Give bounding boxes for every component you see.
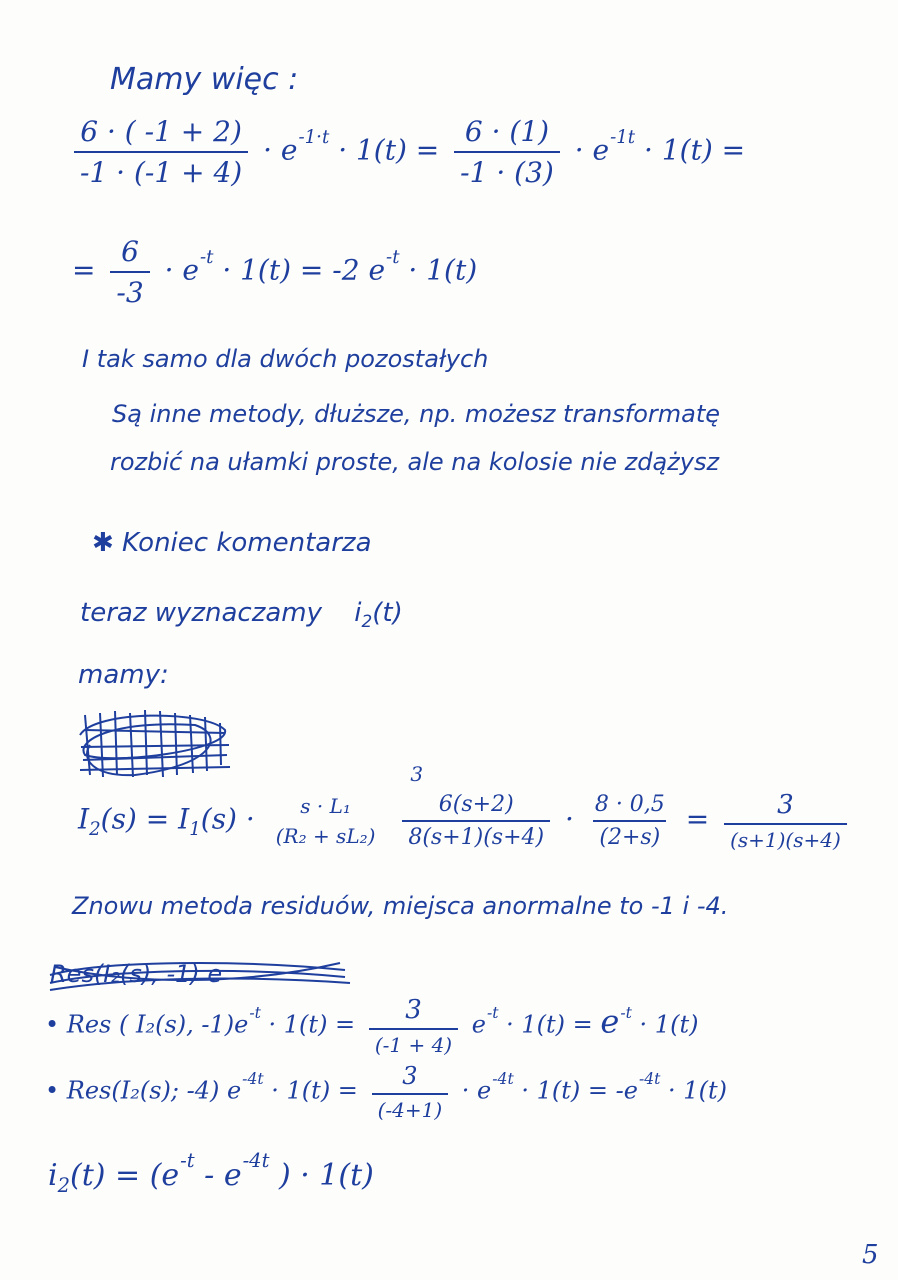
fraction-sl: [270, 794, 382, 848]
comment-end: ✱ Koniec komentarza: [92, 528, 372, 558]
fraction-1: [74, 115, 248, 189]
residue-1-exponent: -t: [249, 1004, 261, 1023]
i2-symbol: I: [78, 802, 90, 836]
residue-2-step: · 1(t) =: [271, 1076, 358, 1105]
fraction-cancel-1: [402, 762, 550, 850]
residue-1-step: · 1(t) =: [268, 1010, 356, 1039]
now-determine-line: [80, 598, 403, 631]
heading-mamy-wiec: Mamy więc :: [110, 62, 299, 97]
residue-line-1: [45, 995, 698, 1057]
residue-1-exponent-2: -t: [486, 1004, 499, 1023]
current-i-argument: (t): [372, 598, 403, 628]
exp-factor-3: · e: [164, 253, 199, 287]
fraction-1-numerator: 6 · ( -1 + 2): [80, 115, 242, 148]
fraction-sl-numerator: s · L₁: [300, 794, 351, 818]
fraction-result: [724, 790, 847, 852]
exp-factor-2: · e: [574, 133, 610, 167]
note-line-3: rozbić na ułamki proste, ale na kolosie nie zdążysz: [110, 448, 720, 476]
fraction-1-denominator: -1 · (-1 + 4): [74, 151, 248, 189]
final-i-symbol: i: [48, 1158, 58, 1193]
scribble-strike: [45, 955, 355, 995]
scribbled-out-residue-text: Res(I₂(s), -1) e: [50, 960, 223, 988]
now-determine-text: teraz wyznaczamy: [80, 598, 323, 628]
i2-subscript: 2: [89, 818, 101, 840]
residue-2-left: • Res(I₂(s); -4) e: [45, 1076, 242, 1105]
residue-1-result-e: e: [600, 1002, 620, 1041]
residue-line-2: [45, 1062, 727, 1122]
fraction-cancel-1-denominator: 8(s+1)(s+4): [402, 820, 550, 850]
exponent: -1·t: [298, 127, 330, 149]
residue-2-fraction: [372, 1062, 449, 1122]
final-step: ) · 1(t): [278, 1158, 374, 1193]
equals: =: [72, 253, 96, 287]
fraction-2-denominator: -1 · (3): [454, 151, 560, 189]
note-line-2: Są inne metody, dłuższe, np. możesz transformatę: [112, 400, 721, 428]
equation-line-1: [68, 115, 745, 189]
scribbled-out-note: [75, 705, 235, 785]
fraction-2: [454, 115, 560, 189]
residue-1-e: e: [471, 1010, 486, 1039]
final-i-subscript: 2: [57, 1173, 71, 1197]
residue-2-exponent-3: -4t: [638, 1070, 661, 1089]
fraction-result-denominator: (s+1)(s+4): [724, 823, 847, 852]
residue-2-e: · e: [461, 1076, 492, 1105]
page-number: 5: [862, 1240, 879, 1270]
fraction-2-numerator: 6 · (1): [464, 115, 550, 148]
step-factor: · 1(t) =: [338, 133, 440, 167]
fraction-sl-denominator: (R₂ + sL₂): [275, 824, 376, 848]
residue-1-exponent-3: -t: [620, 1004, 632, 1023]
step-factor-2: · 1(t) =: [644, 133, 746, 167]
cancelled-result: 3: [410, 762, 424, 786]
final-result: [48, 1149, 374, 1197]
residue-2-numerator: 3: [402, 1062, 418, 1090]
step-factor-3: · 1(t): [408, 253, 478, 287]
fraction-result-numerator: 3: [777, 790, 794, 820]
i1-subscript: 1: [189, 818, 201, 840]
i2-equals: (s) = I: [100, 802, 190, 836]
transfer-equation: [78, 762, 853, 852]
residue-2-exponent-2: -4t: [492, 1070, 514, 1089]
residue-1-fraction: [369, 995, 458, 1057]
residue-1-numerator: 3: [405, 995, 422, 1025]
fraction-cancel-2-denominator: (2+s): [593, 820, 666, 850]
equals-2: =: [685, 802, 710, 836]
fraction-cancel-1-numerator: 6(s+2): [438, 792, 514, 817]
residue-1-denominator: (-1 + 4): [369, 1028, 458, 1057]
fraction-3-denominator: -3: [110, 271, 149, 309]
final-equals: (t) = (e: [70, 1158, 180, 1193]
fraction-cancel-2: [589, 792, 671, 850]
fraction-3: [110, 235, 149, 309]
final-minus-e: - e: [204, 1158, 242, 1193]
exponent-3: -t: [199, 247, 214, 269]
residue-1-step-2: · 1(t) =: [506, 1010, 593, 1039]
multiply-dot: ·: [565, 802, 574, 836]
residue-1-left: • Res ( I₂(s), -1)e: [45, 1010, 249, 1039]
residue-2-step-2: · 1(t) = -e: [521, 1076, 638, 1105]
exponent-4: -t: [386, 247, 400, 269]
residue-2-result-step: · 1(t): [668, 1076, 727, 1105]
residue-1-result-step: · 1(t): [639, 1010, 699, 1039]
exp-factor: · e: [263, 133, 298, 167]
result-part: · 1(t) = -2 e: [222, 253, 386, 287]
mamy-label: mamy:: [78, 660, 169, 690]
residue-method-note: Znowu metoda residuów, miejsca anormalne to -1 i -4.: [72, 892, 729, 920]
final-exponent-1: -t: [180, 1149, 195, 1173]
fraction-3-numerator: 6: [121, 235, 139, 268]
final-exponent-2: -4t: [242, 1149, 270, 1173]
exponent-2: -1t: [610, 127, 636, 149]
i1-argument: (s) ·: [200, 802, 255, 836]
note-line-1: I tak samo dla dwóch pozostałych: [82, 345, 489, 373]
current-i-symbol: i: [354, 598, 362, 628]
current-i-subscript: 2: [361, 610, 373, 631]
equation-line-2: [72, 235, 477, 309]
residue-2-denominator: (-4+1): [372, 1093, 449, 1122]
residue-2-exponent: -4t: [242, 1070, 264, 1089]
fraction-cancel-2-numerator: 8 · 0,5: [594, 792, 665, 817]
